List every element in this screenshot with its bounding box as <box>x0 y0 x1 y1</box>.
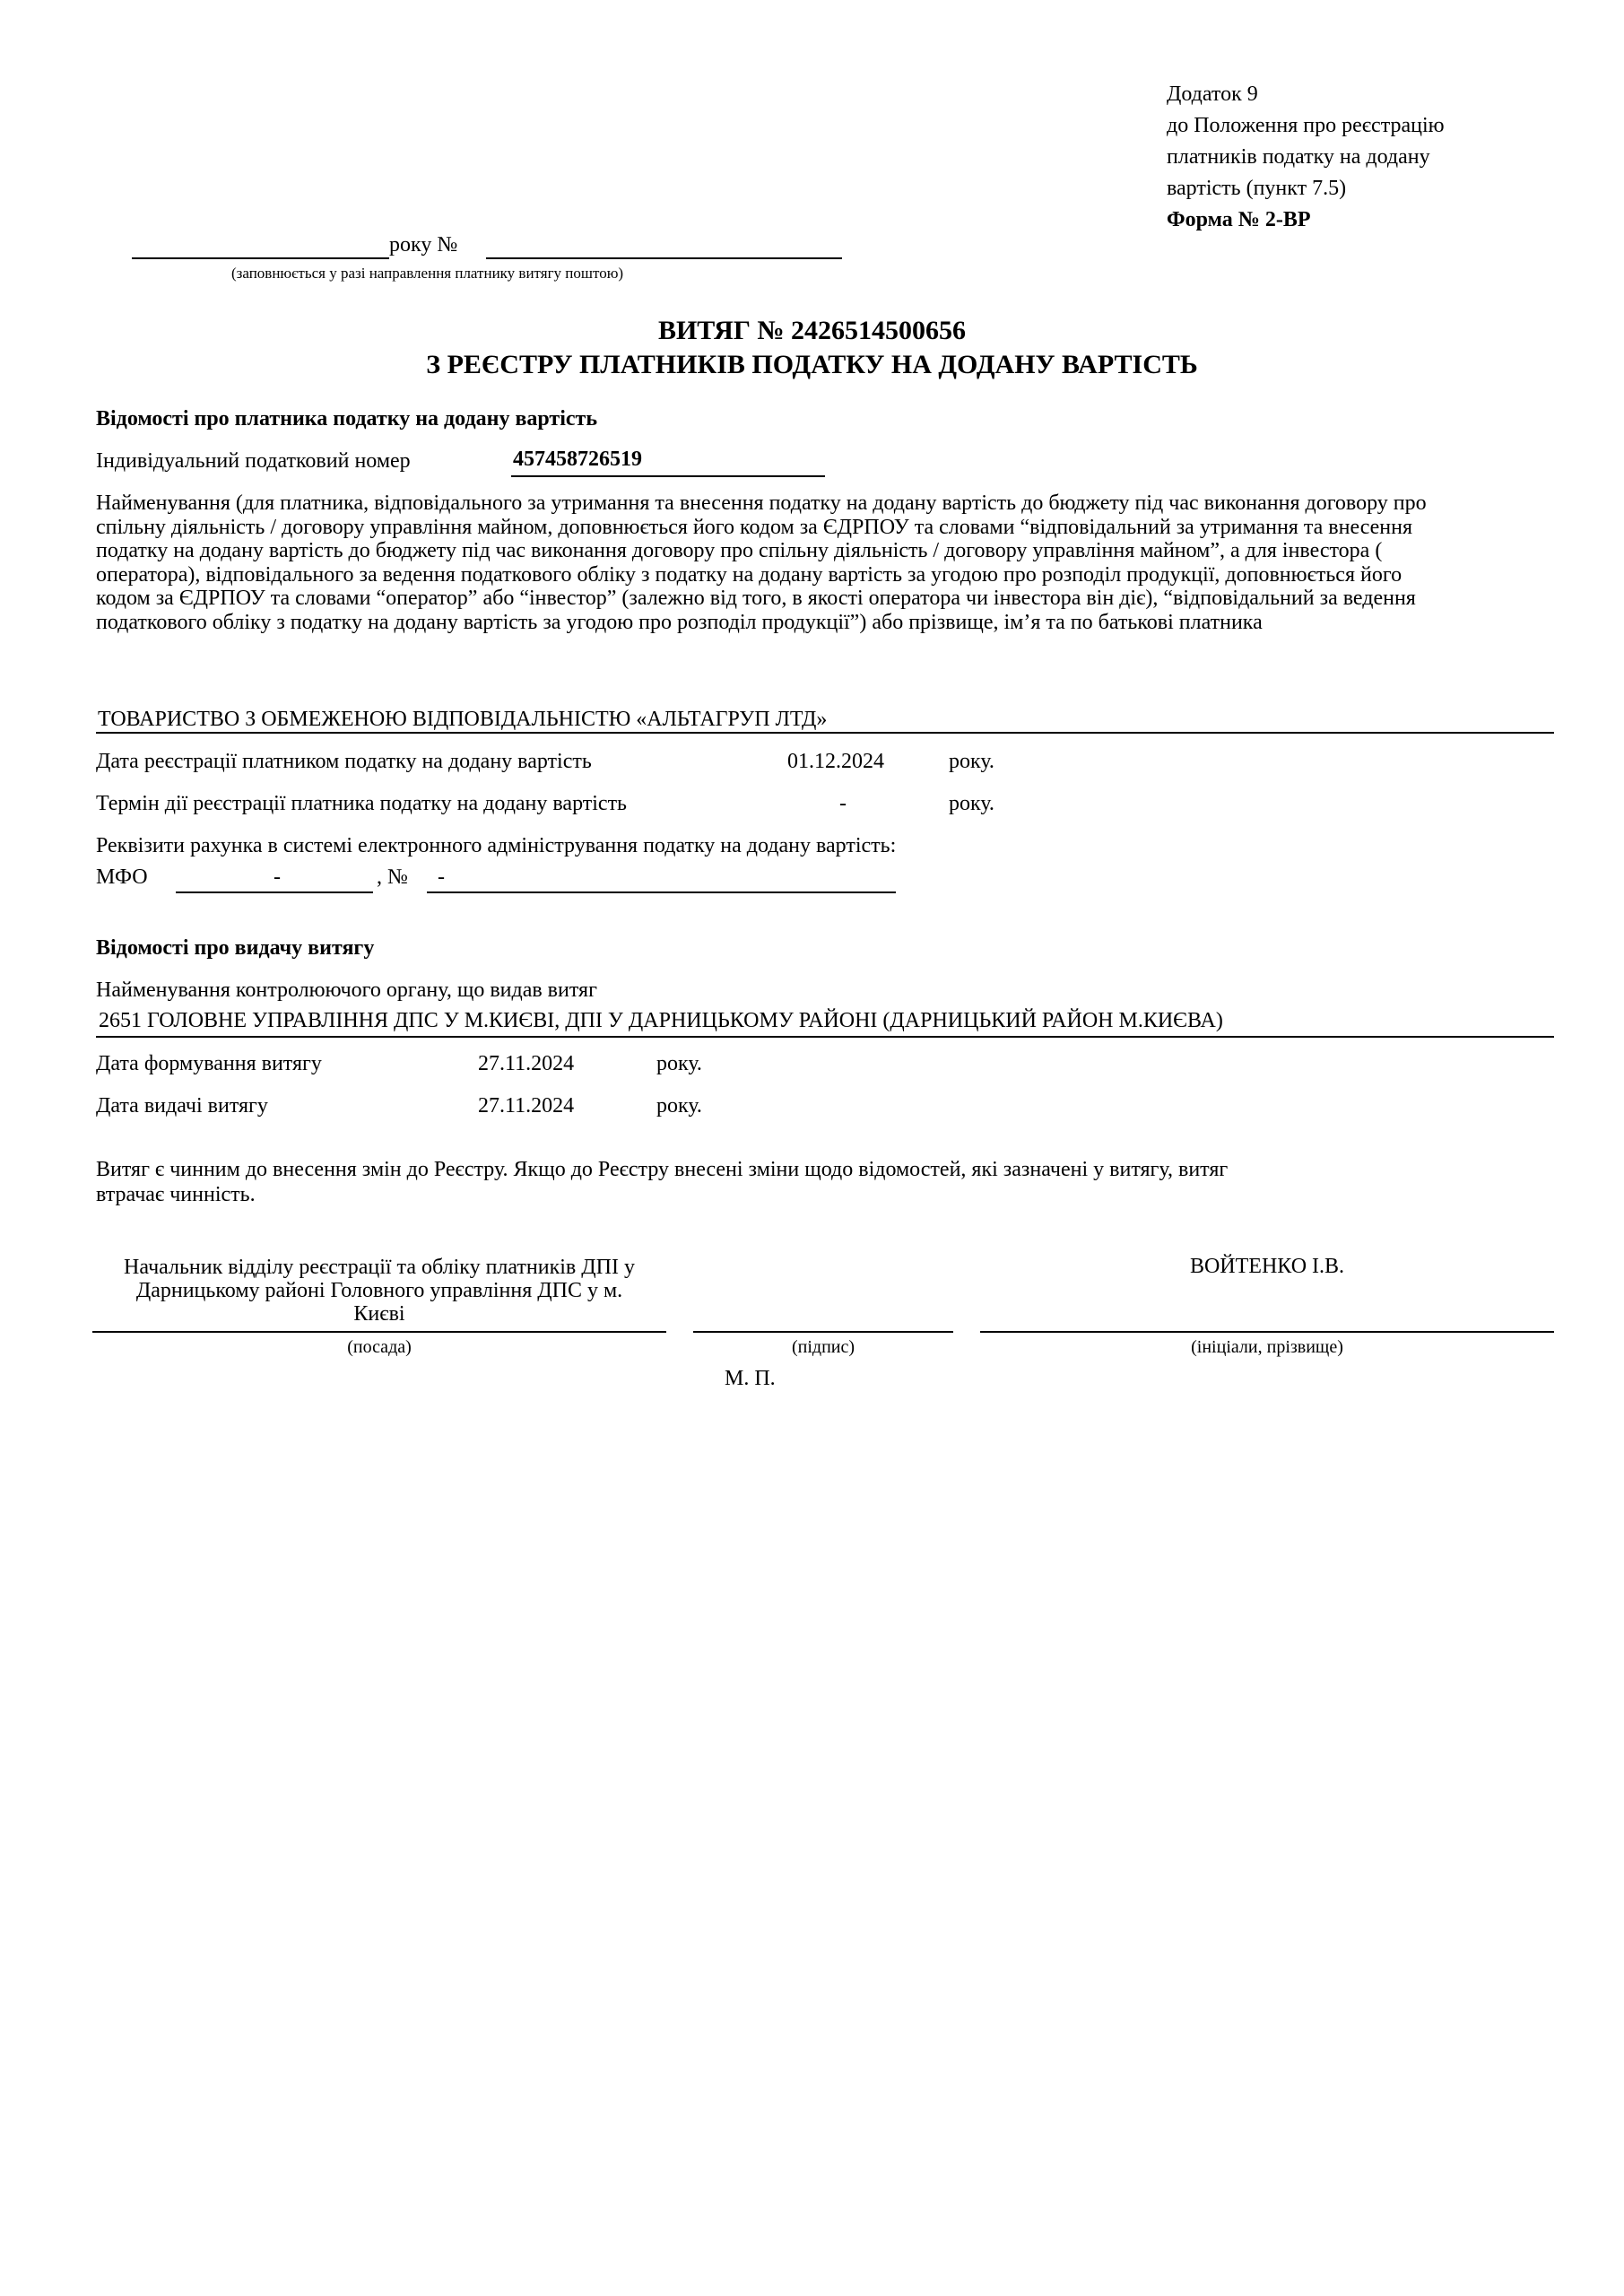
position-underline <box>92 1331 666 1333</box>
name-underline <box>980 1331 1554 1333</box>
name-description-line: податкового обліку з податку на додану вартість за угодою про розподіл продукції”) або прізвище, ім’я та по батькові платника <box>96 610 1263 634</box>
name-description-line: оператора), відповідального за ведення податкового обліку з податку на додану вартість за угодою про розподіл продукції, доповнюється його <box>96 562 1403 587</box>
document-title <box>0 314 1624 382</box>
appendix-block <box>1167 79 1445 236</box>
name-description-line: кодом за ЄДРПОУ та словами “оператор” або “інвестор” (залежно від того, в якості оператора чи інвестора він діє), “відповідальний за ведення <box>96 587 1416 610</box>
postal-year-label: року № <box>389 233 458 257</box>
name-caption: (ініціали, прізвище) <box>1191 1337 1343 1357</box>
term-suffix: року. <box>949 792 994 815</box>
mfo-value: - <box>274 865 281 889</box>
form-number: Форма № 2-ВР <box>1167 208 1311 231</box>
name-description-line: спільну діяльність / договору управління майном, доповнюється його кодом за ЄДРПОУ та словами “відповідальний за утримання та внесення <box>96 515 1413 539</box>
payer-name-value: ТОВАРИСТВО З ОБМЕЖЕНОЮ ВІДПОВІДАЛЬНІСТЮ «АЛЬТАГРУП ЛТД» <box>98 708 828 731</box>
position-line: Києві <box>353 1302 405 1326</box>
reg-date-label: Дата реєстрації платником податку на додану вартість <box>96 750 592 773</box>
payer-name-underline <box>96 732 1554 734</box>
signatory-name: ВОЙТЕНКО І.В. <box>1189 1255 1345 1278</box>
formed-date-value: 27.11.2024 <box>478 1052 575 1075</box>
title-line-2: З РЕЄСТРУ ПЛАТНИКІВ ПОДАТКУ НА ДОДАНУ ВАРТІСТЬ <box>426 350 1198 379</box>
reg-date-suffix: року. <box>949 750 994 773</box>
postal-date-line <box>132 257 389 259</box>
issued-date-label: Дата видачі витягу <box>96 1094 268 1118</box>
term-label: Термін дії реєстрації платника податку на додану вартість <box>96 792 627 815</box>
signature-caption: (підпис) <box>791 1337 855 1357</box>
reg-date-value: 01.12.2024 <box>787 750 884 773</box>
name-description-line: податку на додану вартість до бюджету під час виконання договору про спільну діяльність / договору управління майном”, а для інвестора ( <box>96 539 1383 562</box>
payer-section-heading: Відомості про платника податку на додану вартість <box>96 407 598 430</box>
signature-underline <box>693 1331 953 1333</box>
appendix-line: Додаток 9 <box>1167 83 1258 106</box>
ipn-underline <box>511 475 825 477</box>
account-label: Реквізити рахунка в системі електронного адміністрування податку на додану вартість: <box>96 834 897 857</box>
authority-underline <box>96 1036 1554 1038</box>
ipn-value: 457458726519 <box>513 448 642 471</box>
title-line-1: ВИТЯГ № 2426514500656 <box>657 316 967 345</box>
issued-date-suffix: року. <box>656 1094 702 1118</box>
name-description <box>96 491 1427 634</box>
stamp-label: М. П. <box>725 1367 776 1390</box>
account-value: - <box>438 865 445 889</box>
validity-note <box>96 1157 1228 1207</box>
postal-number-line <box>486 257 842 259</box>
authority-label: Найменування контролюючого органу, що видав витяг <box>96 978 597 1002</box>
validity-line: Витяг є чинним до внесення змін до Реєстру. Якщо до Реєстру внесені зміни щодо відомостей, які зазначені у витягу, витяг <box>96 1158 1229 1181</box>
position-line: Дарницькому районі Головного управління ДПС у м. <box>135 1279 623 1302</box>
mfo-label: МФО <box>96 865 148 889</box>
formed-date-suffix: року. <box>656 1052 702 1075</box>
account-separator: , № <box>377 865 408 889</box>
signatory-position <box>90 1256 669 1326</box>
appendix-line: до Положення про реєстрацію <box>1167 114 1445 137</box>
mfo-underline <box>176 891 373 893</box>
issuance-section-heading: Відомості про видачу витягу <box>96 936 375 960</box>
account-underline <box>427 891 896 893</box>
appendix-line: платників податку на додану <box>1167 145 1430 169</box>
position-line: Начальник відділу реєстрації та обліку платників ДПІ у <box>124 1256 635 1279</box>
issued-date-value: 27.11.2024 <box>478 1094 575 1118</box>
appendix-line: вартість (пункт 7.5) <box>1167 177 1347 200</box>
validity-line: втрачає чинність. <box>96 1183 256 1206</box>
term-value: - <box>839 792 847 815</box>
postal-note: (заповнюється у разі направлення платнику витягу поштою) <box>231 265 624 282</box>
formed-date-label: Дата формування витягу <box>96 1052 322 1075</box>
ipn-label: Індивідуальний податковий номер <box>96 449 411 473</box>
name-description-line: Найменування (для платника, відповідального за утримання та внесення податку на додану вартість до бюджету під час виконання договору про <box>96 491 1427 515</box>
authority-value: 2651 ГОЛОВНЕ УПРАВЛІННЯ ДПС У М.КИЄВІ, ДПІ У ДАРНИЦЬКОМУ РАЙОНІ (ДАРНИЦЬКИЙ РАЙОН М.КИЄВА) <box>99 1009 1223 1032</box>
position-caption: (посада) <box>347 1337 412 1357</box>
